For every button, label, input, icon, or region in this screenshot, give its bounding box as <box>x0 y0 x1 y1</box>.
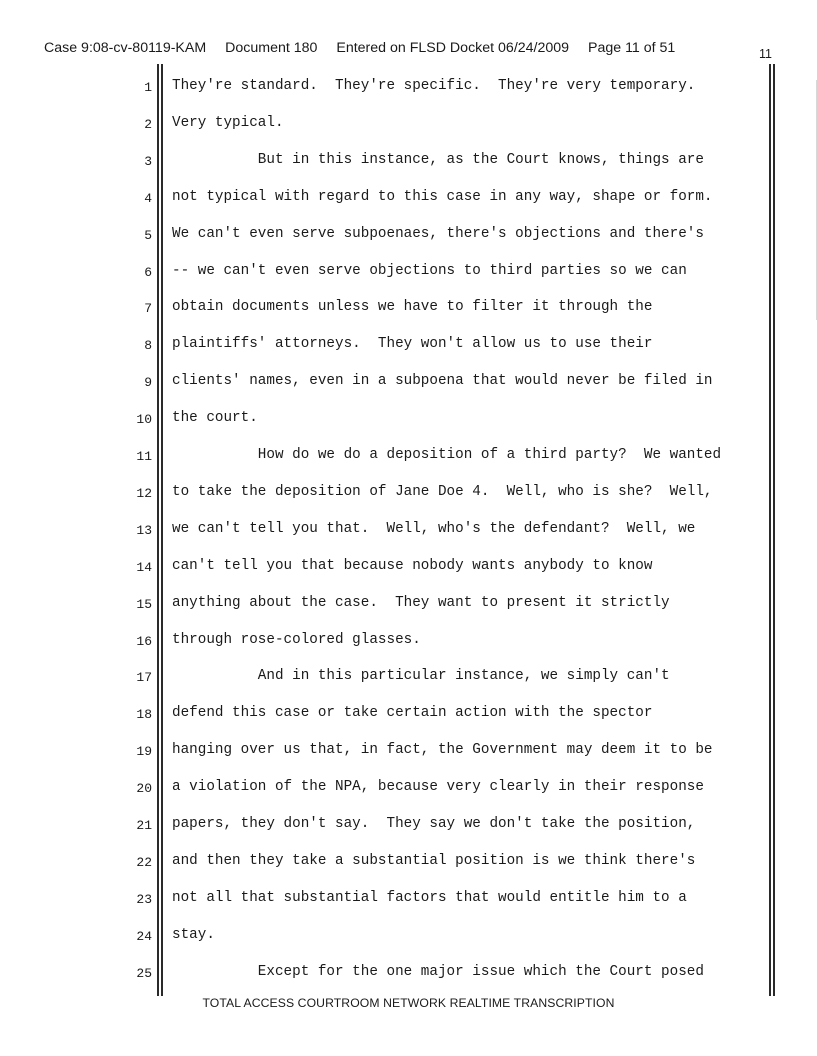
line-number: 9 <box>144 375 152 391</box>
line-number: 1 <box>144 80 152 95</box>
case-number: Case 9:08-cv-80119-KAM <box>44 40 207 56</box>
transcript-line: We can't even serve subpoenaes, there's objections and there's <box>172 225 704 242</box>
transcript-line: stay. <box>172 926 215 943</box>
page-count: Page 11 of 51 <box>588 40 676 56</box>
right-margin-rule <box>769 64 771 996</box>
line-number: 19 <box>136 744 152 760</box>
line-number: 7 <box>144 301 152 317</box>
transcript-line: How do we do a deposition of a third party? We wanted <box>172 447 722 463</box>
line-number: 6 <box>144 264 152 280</box>
left-margin-rule-inner <box>161 64 163 996</box>
transcript-line: through rose-colored glasses. <box>172 631 421 648</box>
transcript-page-number: 11 <box>759 47 772 61</box>
docket-header <box>44 40 675 56</box>
line-number: 12 <box>136 485 152 501</box>
line-number: 23 <box>136 891 152 907</box>
transcript-line: clients' names, even in a subpoena that would never be filed in <box>172 373 713 390</box>
transcript-line: the court. <box>172 410 258 427</box>
line-number: 22 <box>136 854 152 870</box>
line-number: 24 <box>136 928 152 944</box>
transcript-line: not typical with regard to this case in any way, shape or form. <box>172 188 713 205</box>
line-number: 25 <box>136 965 152 981</box>
line-number: 11 <box>136 449 152 464</box>
left-margin-rule <box>157 64 159 996</box>
line-number: 5 <box>144 227 152 243</box>
transcript-line: not all that substantial factors that would entitle him to a <box>172 889 687 906</box>
line-number: 17 <box>136 670 152 686</box>
transcript-line: Except for the one major issue which the Court posed <box>172 963 704 980</box>
line-number: 13 <box>136 522 152 538</box>
line-number: 16 <box>136 633 152 649</box>
transcript-line: And in this particular instance, we simply can't <box>172 668 670 685</box>
transcript-line: Very typical. <box>172 114 284 131</box>
line-number: 4 <box>144 190 152 206</box>
transcript-line: a violation of the NPA, because very clearly in their response <box>172 779 704 796</box>
line-number: 20 <box>136 781 152 797</box>
transcript-line: defend this case or take certain action with the spector <box>172 705 653 722</box>
transcript-line: -- we can't even serve objections to third parties so we can <box>172 262 687 279</box>
transcript-line: papers, they don't say. They say we don't take the position, <box>172 816 696 832</box>
transcript-line: anything about the case. They want to present it strictly <box>172 594 670 611</box>
document-number: Document 180 <box>225 40 318 56</box>
transcript-line: plaintiffs' attorneys. They won't allow us to use their <box>172 336 653 353</box>
footer-caption: TOTAL ACCESS COURTROOM NETWORK REALTIME TRANSCRIPTION <box>202 996 615 1010</box>
entered-docket: Entered on FLSD Docket 06/24/2009 <box>336 40 570 56</box>
transcript-line: can't tell you that because nobody wants anybody to know <box>172 557 653 574</box>
transcript-line: They're standard. They're specific. They're very temporary. <box>172 78 696 94</box>
right-margin-rule-outer <box>773 64 775 996</box>
transcript-line: But in this instance, as the Court knows, things are <box>172 151 704 168</box>
line-number: 10 <box>136 412 152 428</box>
transcript-line: obtain documents unless we have to filter it through the <box>172 299 653 316</box>
line-number: 18 <box>136 707 152 723</box>
line-number: 3 <box>144 153 152 169</box>
line-number: 21 <box>136 818 152 833</box>
transcript-line: hanging over us that, in fact, the Government may deem it to be <box>172 742 713 759</box>
transcript-line: to take the deposition of Jane Doe 4. Well, who is she? Well, <box>172 483 713 500</box>
transcript-line: we can't tell you that. Well, who's the defendant? Well, we <box>172 520 696 537</box>
line-number: 14 <box>136 559 152 575</box>
transcript-line: and then they take a substantial position is we think there's <box>172 852 696 869</box>
line-number: 15 <box>136 596 152 612</box>
line-number: 2 <box>144 116 152 132</box>
line-number: 8 <box>144 338 152 354</box>
